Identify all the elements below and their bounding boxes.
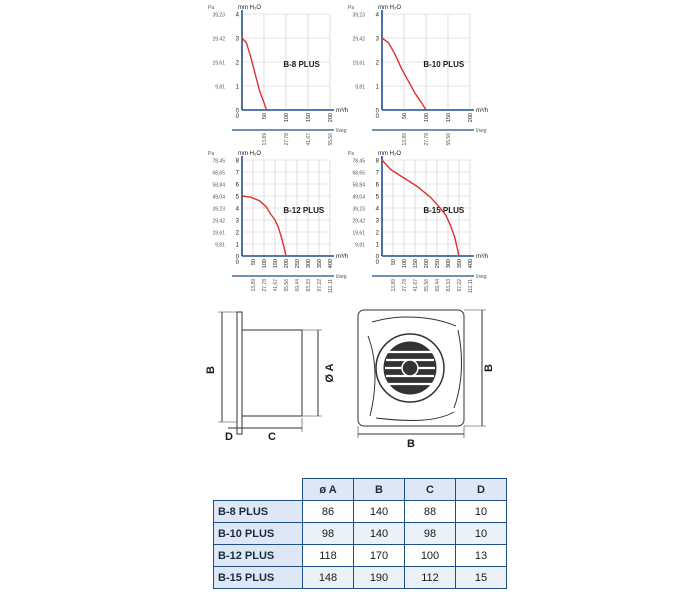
x-tick-label: 50 [251,259,257,266]
y-axis-title: mm H₂O [238,151,261,157]
y-tick-label-pa: 68,65 [212,170,225,177]
y-tick-label: 1 [375,84,379,91]
y-tick-label-pa: 49,04 [212,194,225,201]
table-row [214,567,507,589]
series-curve [242,38,267,110]
x-axis-title-secondary: l/seg [476,274,487,280]
y-tick-label: 1 [235,84,239,91]
dimension-svg [200,300,500,450]
x-axis-title-secondary: l/seg [336,128,347,134]
x-tick-label-secondary: 13,89 [391,279,397,292]
y-axis-title: mm H₂O [378,151,401,157]
y-tick-label-pa: 39,23 [352,12,365,19]
y-tick-label: 2 [375,60,379,67]
chart-b15-svg [340,148,640,293]
y-tick-label: 2 [235,60,239,67]
chart-title: B-10 PLUS [423,59,465,69]
x-tick-label-secondary: 27,78 [262,279,268,292]
y-tick-label: 1 [375,242,379,249]
table-cell: 112 [405,567,456,589]
x-tick-label-secondary: 55,56 [284,279,290,292]
chart-b10 [340,2,640,147]
x-tick-label-secondary: 13,89 [402,133,408,146]
table-cell: 88 [405,501,456,523]
y-tick-label-pa: 49,04 [352,194,365,201]
table-cell: 15 [456,567,507,589]
side-label-c: C [268,431,276,443]
x-tick-label: 200 [284,259,290,269]
y-tick-label-pa: 19,61 [352,60,365,67]
y-tick-label: 3 [375,36,379,43]
dimension-drawings [200,300,500,455]
x-origin-label: 0 [375,260,379,266]
y-tick-label-pa: 9,81 [215,84,225,91]
x-tick-label-secondary: 41,67 [413,279,419,292]
x-tick-label: 50 [391,259,397,266]
side-view-faceplate [237,312,242,434]
x-tick-label-secondary: 27,78 [402,279,408,292]
x-tick-label-secondary: 13,89 [251,279,257,292]
y-tick-label: 5 [375,194,379,201]
x-tick-label: 100 [284,113,290,123]
y-tick-label-pa: 78,45 [212,158,225,165]
x-tick-label: 200 [328,113,334,123]
x-tick-label: 350 [457,259,463,269]
chart-plot [348,5,488,146]
table-cell: 10 [456,501,507,523]
x-tick-label-secondary: 111,11 [328,279,334,293]
y-tick-label: 7 [235,170,239,177]
x-tick-label-secondary: 41,67 [306,133,312,146]
table-header-a: ø A [303,479,354,501]
y-tick-label-pa: 19,61 [212,60,225,67]
y-tick-label: 5 [235,194,239,201]
front-view [358,310,486,438]
x-origin-label: 0 [235,114,239,120]
table-header-c: C [405,479,456,501]
x-origin-label: 0 [235,260,239,266]
x-tick-label-secondary: 83,33 [306,279,312,292]
y-tick-label-pa: 19,61 [212,230,225,237]
table-header-row [214,479,507,501]
table-corner [214,479,303,501]
x-tick-label-secondary: 27,78 [284,133,290,146]
x-axis-title: m³/h [336,254,348,260]
y-tick-label-pa: 39,23 [212,206,225,213]
y-tick-label: 8 [235,158,239,165]
x-tick-label-secondary: 97,22 [317,279,323,292]
y-tick-label-pa: 9,81 [355,242,365,249]
front-label-b-vertical: B [483,364,495,372]
x-tick-label-secondary: 55,56 [446,133,452,146]
table-row [214,523,507,545]
y-axis-title-pa: Pa [208,151,215,157]
table-cell: 170 [354,545,405,567]
x-tick-label: 150 [446,113,452,123]
x-tick-label: 200 [468,113,474,123]
y-axis-title-pa: Pa [348,151,355,157]
x-axis-title-secondary: l/seg [336,274,347,280]
y-tick-label: 2 [375,230,379,237]
y-tick-label: 4 [375,12,379,19]
side-label-b: B [205,366,217,374]
y-tick-label-pa: 39,23 [352,206,365,213]
x-tick-label: 150 [273,259,279,269]
table-cell: 10 [456,523,507,545]
x-tick-label-secondary: 111,11 [468,279,474,293]
x-tick-label: 200 [424,259,430,269]
y-axis-title-pa: Pa [208,5,215,11]
y-tick-label: 0 [375,108,379,115]
x-axis-title: m³/h [336,108,348,114]
table-row-model: B-12 PLUS [214,545,303,567]
x-tick-label: 350 [317,259,323,269]
x-axis-title-secondary: l/seg [476,128,487,134]
y-tick-label-pa: 29,42 [212,218,225,225]
front-label-b-horizontal: B [407,438,415,450]
x-tick-label: 100 [402,259,408,269]
x-tick-label: 300 [446,259,452,269]
side-label-d: D [225,431,233,443]
chart-b15 [340,148,640,293]
y-tick-label: 6 [235,182,239,189]
y-axis-title: mm H₂O [378,5,401,11]
x-tick-label: 150 [413,259,419,269]
table-row [214,545,507,567]
y-tick-label: 0 [375,254,379,261]
y-tick-label: 6 [375,182,379,189]
y-tick-label-pa: 19,61 [352,230,365,237]
table-row-model: B-10 PLUS [214,523,303,545]
x-axis-title: m³/h [476,108,488,114]
table-header-d: D [456,479,507,501]
x-tick-label: 250 [435,259,441,269]
x-tick-label-secondary: 97,22 [457,279,463,292]
table-row-model: B-8 PLUS [214,501,303,523]
chart-title: B-12 PLUS [283,205,325,215]
x-tick-label-secondary: 55,56 [328,133,334,146]
side-view-body [242,330,302,416]
x-tick-label: 250 [295,259,301,269]
table-cell: 100 [405,545,456,567]
y-tick-label: 4 [375,206,379,213]
x-tick-label-secondary: 83,33 [446,279,452,292]
y-tick-label-pa: 9,81 [355,84,365,91]
x-tick-label: 300 [306,259,312,269]
y-tick-label-pa: 39,23 [212,12,225,19]
y-tick-label: 3 [235,36,239,43]
chart-plot [208,5,348,146]
x-tick-label: 100 [262,259,268,269]
table-header-b: B [354,479,405,501]
x-tick-label: 50 [262,113,268,120]
x-tick-label-secondary: 69,44 [435,279,441,292]
table-cell: 148 [303,567,354,589]
x-tick-label: 100 [424,113,430,123]
x-tick-label: 150 [306,113,312,123]
y-tick-label: 3 [375,218,379,225]
chart-title: B-8 PLUS [283,59,320,69]
y-tick-label-pa: 29,42 [352,218,365,225]
side-view [218,312,322,434]
y-tick-label-pa: 68,65 [352,170,365,177]
y-tick-label: 0 [235,254,239,261]
table-cell: 98 [405,523,456,545]
y-axis-title: mm H₂O [238,5,261,11]
table-cell: 140 [354,523,405,545]
x-tick-label: 400 [468,259,474,269]
y-tick-label-pa: 29,42 [352,36,365,43]
y-tick-label: 3 [235,218,239,225]
y-tick-label: 8 [375,158,379,165]
x-tick-label-secondary: 13,89 [262,133,268,146]
dimension-table [213,478,507,589]
y-tick-label: 4 [235,206,239,213]
table-cell: 190 [354,567,405,589]
y-tick-label-pa: 29,42 [212,36,225,43]
x-axis-title: m³/h [476,254,488,260]
chart-plot [348,151,488,293]
chart-title: B-15 PLUS [423,205,465,215]
front-view-hub [402,360,418,376]
chart-plot [208,151,348,293]
y-tick-label: 0 [235,108,239,115]
table-row [214,501,507,523]
chart-b10-svg [340,2,640,147]
table-cell: 86 [303,501,354,523]
y-tick-label-pa: 78,45 [352,158,365,165]
x-tick-label-secondary: 69,44 [295,279,301,292]
y-tick-label-pa: 58,84 [212,182,225,189]
x-tick-label: 50 [402,113,408,120]
y-tick-label: 7 [375,170,379,177]
y-tick-label-pa: 9,81 [215,242,225,249]
x-tick-label-secondary: 41,67 [273,279,279,292]
table-cell: 98 [303,523,354,545]
table-cell: 13 [456,545,507,567]
x-tick-label-secondary: 55,56 [424,279,430,292]
side-label-a: Ø A [324,363,336,383]
table-cell: 140 [354,501,405,523]
y-axis-title-pa: Pa [348,5,355,11]
x-tick-label-secondary: 27,78 [424,133,430,146]
table-cell: 118 [303,545,354,567]
x-tick-label: 400 [328,259,334,269]
y-tick-label-pa: 58,84 [352,182,365,189]
x-origin-label: 0 [375,114,379,120]
y-tick-label: 4 [235,12,239,19]
y-tick-label: 2 [235,230,239,237]
table-row-model: B-15 PLUS [214,567,303,589]
y-tick-label: 1 [235,242,239,249]
